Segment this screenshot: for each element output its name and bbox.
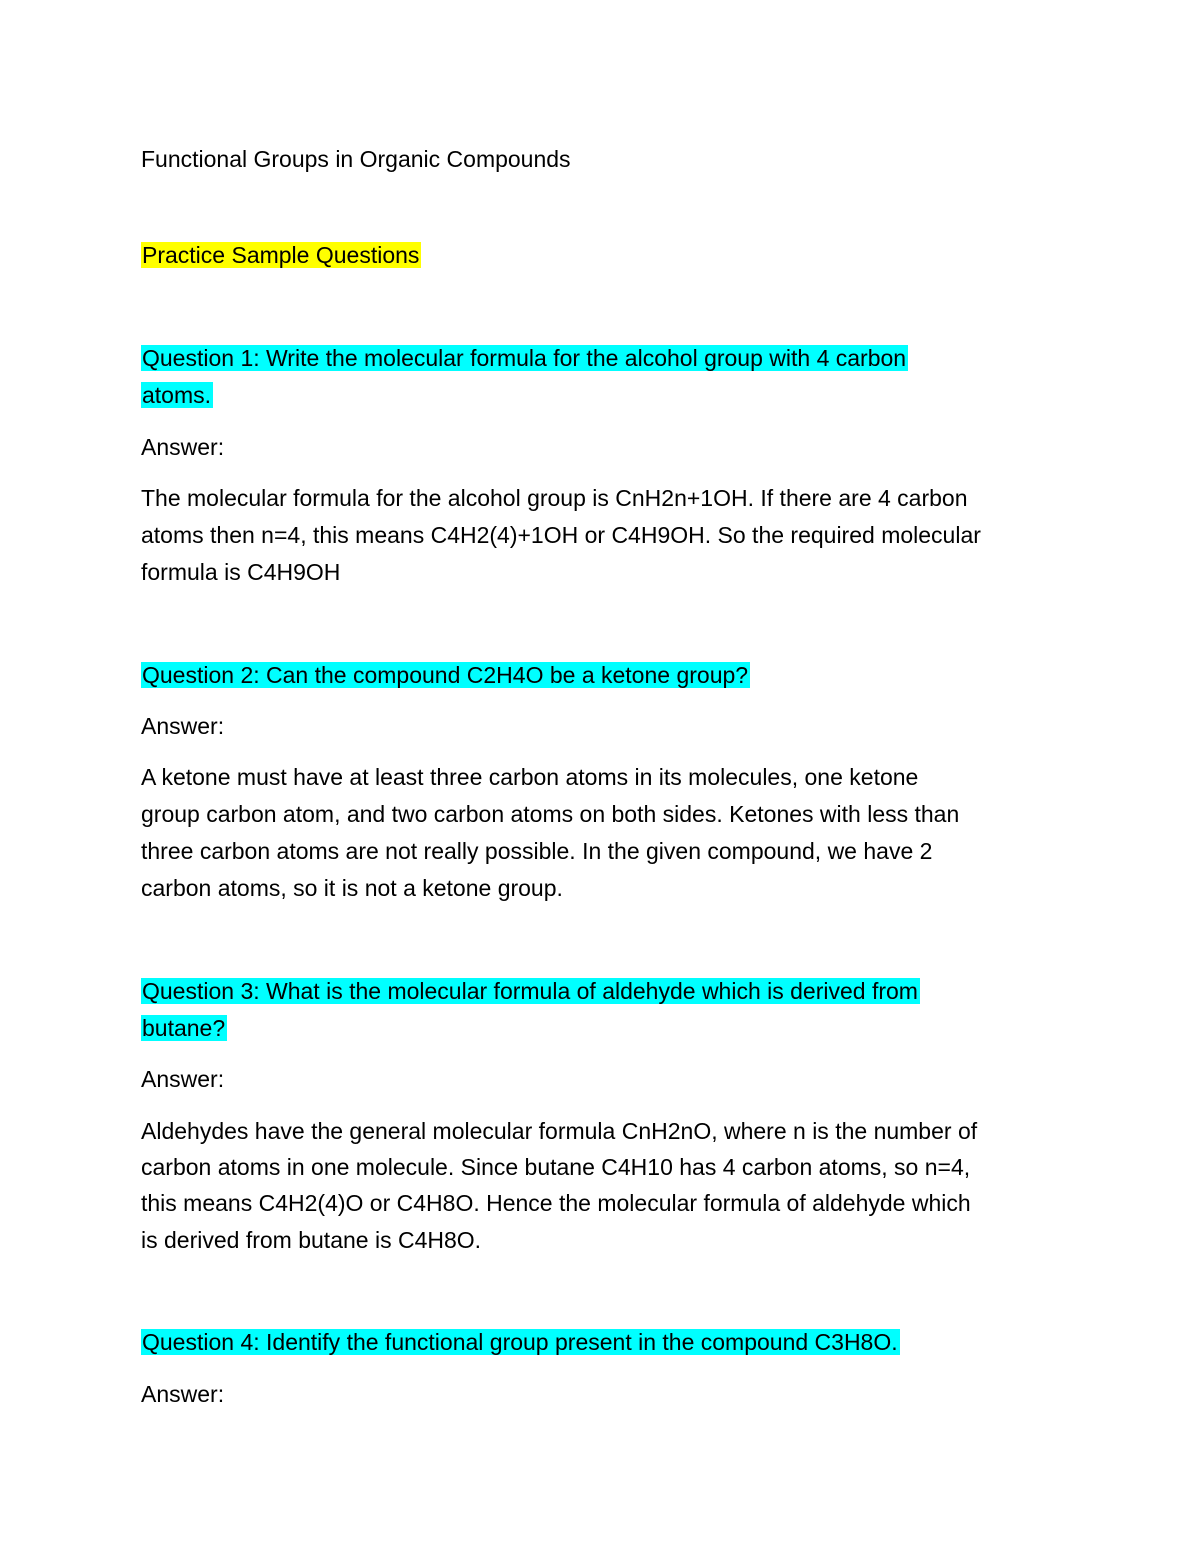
answer-3-label: Answer:	[141, 1066, 225, 1092]
question-1-line-2	[141, 377, 213, 414]
question-highlight: Question 3: What is the molecular formula of aldehyde which is derived from	[142, 978, 918, 1004]
question-highlight: Question 1: Write the molecular formula for the alcohol group with 4 carbon	[142, 345, 907, 371]
answer-1-line-2: atoms then n=4, this means C4H2(4)+1OH or C4H9OH. So the required molecular	[141, 522, 981, 548]
document-subtitle	[141, 237, 421, 274]
answer-4-label: Answer:	[141, 1381, 225, 1407]
answer-2-label: Answer:	[141, 713, 225, 739]
answer-3-line-1: Aldehydes have the general molecular formula CnH2nO, where n is the number of	[141, 1118, 978, 1144]
question-2-line-1	[141, 657, 750, 694]
answer-1-label: Answer:	[141, 434, 225, 460]
question-4-line-1	[141, 1324, 900, 1361]
answer-1-line-3: formula is C4H9OH	[141, 559, 341, 585]
subtitle-highlight: Practice Sample Questions	[142, 242, 420, 268]
question-highlight: atoms.	[142, 382, 212, 408]
document-title-text: Functional Groups in Organic Compounds	[141, 146, 571, 172]
answer-2-line-3: three carbon atoms are not really possible. In the given compound, we have 2	[141, 838, 933, 864]
question-highlight: Question 2: Can the compound C2H4O be a ketone group?	[142, 662, 749, 688]
answer-2-line-1: A ketone must have at least three carbon atoms in its molecules, one ketone	[141, 764, 919, 790]
question-highlight: butane?	[142, 1015, 226, 1041]
answer-3-line-2: carbon atoms in one molecule. Since butane C4H10 has 4 carbon atoms, so n=4,	[141, 1154, 971, 1180]
answer-3-line-3: this means C4H2(4)O or C4H8O. Hence the molecular formula of aldehyde which	[141, 1190, 971, 1216]
answer-2-line-4: carbon atoms, so it is not a ketone group.	[141, 875, 563, 901]
question-highlight: Question 4: Identify the functional group present in the compound C3H8O.	[142, 1329, 898, 1355]
answer-1-line-1: The molecular formula for the alcohol group is CnH2n+1OH. If there are 4 carbon	[141, 485, 968, 511]
document-title	[141, 141, 571, 178]
answer-2-line-2: group carbon atom, and two carbon atoms on both sides. Ketones with less than	[141, 801, 960, 827]
question-3-line-2	[141, 1010, 227, 1047]
answer-3-line-4: is derived from butane is C4H8O.	[141, 1227, 482, 1253]
question-3-line-1	[141, 973, 920, 1010]
question-1-line-1	[141, 340, 908, 377]
